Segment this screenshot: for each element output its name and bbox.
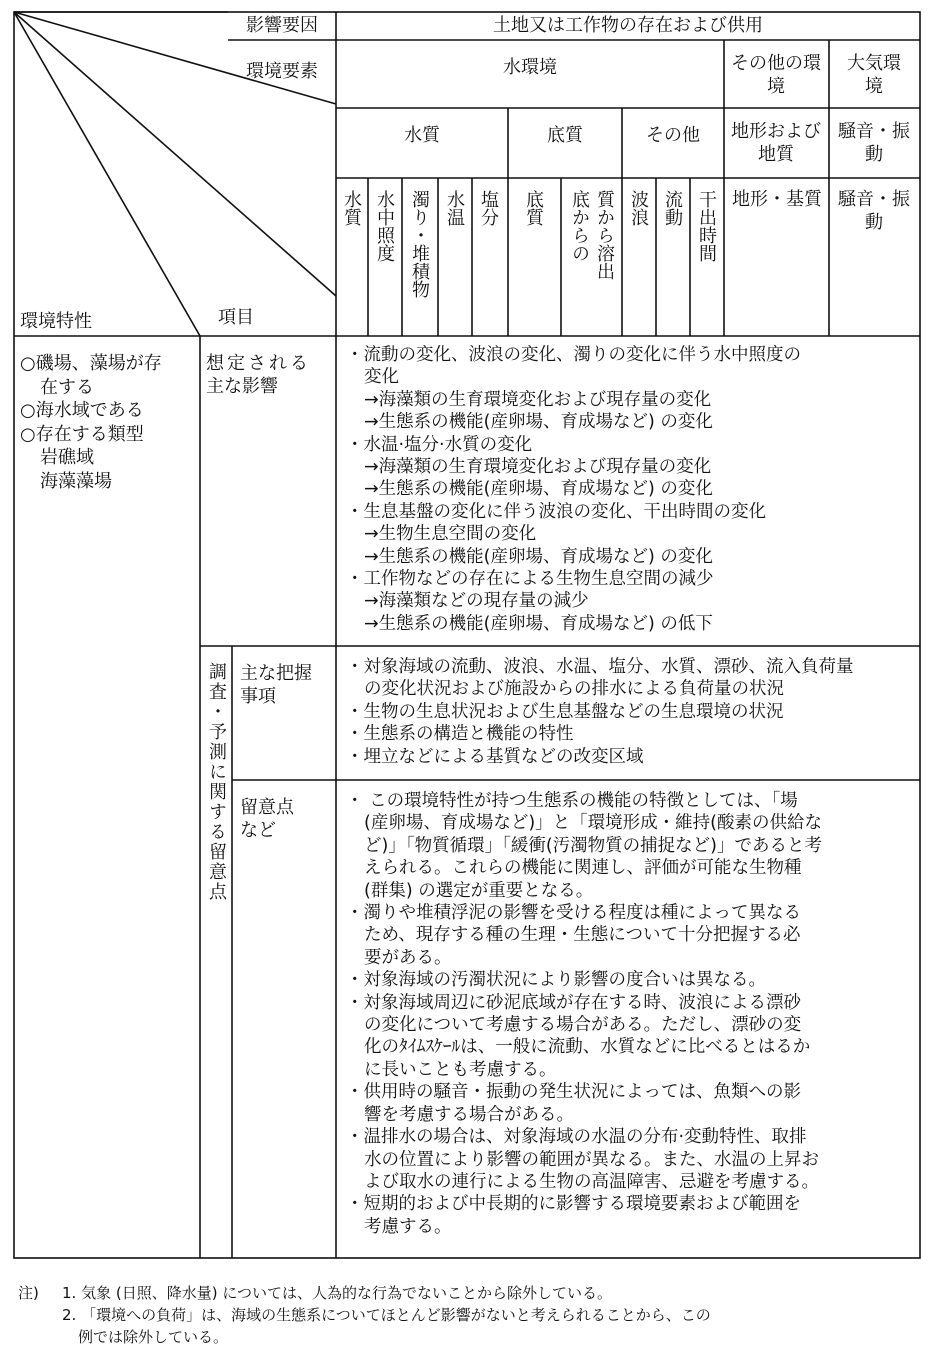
- footnote-prefix: 注): [18, 1284, 39, 1302]
- survey-vertical-label: 調査・予測に関する留意点: [206, 662, 227, 902]
- impacts-label-1: 想定される: [206, 353, 311, 374]
- char-line: ○存在する類型: [20, 423, 144, 445]
- grasp-line: ・埋立などによる基質などの改変区域: [346, 746, 644, 767]
- sub-exposure-time: 干出時間: [696, 190, 717, 262]
- note-line: 考慮する。: [364, 1216, 452, 1237]
- note-line: ・対象海域周辺に砂泥底域が存在する時、波浪による漂砂: [346, 992, 801, 1013]
- impact-line: ・工作物などの存在による生物生息空間の減少: [346, 569, 714, 590]
- characteristic-label: 環境特性: [20, 311, 92, 332]
- impacts-label-2: 主な影響: [206, 376, 278, 397]
- char-line: 在する: [40, 376, 94, 398]
- impact-line: →生態系の機能(産卵場、育成場など) の変化: [364, 479, 713, 500]
- grasp-label-2: 事項: [240, 686, 276, 707]
- grasp-line: の変化状況および施設からの排水による負荷量の状況: [364, 679, 784, 700]
- sub-water-temp: 水温: [444, 190, 465, 226]
- note-line: ど)」「物質循環」「緩衝(汚濁物質の捕捉など)」であると考: [364, 835, 822, 856]
- impact-line: →生態系の機能(産卵場、育成場など) の変化: [364, 546, 713, 567]
- others-header: その他: [646, 125, 700, 146]
- water-env-header: 水環境: [503, 57, 557, 78]
- note-line: ・供用時の騒音・振動の発生状況によっては、魚類への影: [346, 1082, 801, 1103]
- note-line: (産卵場、育成場など)」と「環境形成・維持(酸素の供給な: [364, 813, 822, 834]
- footnote-2b: 例では除外している。: [78, 1328, 229, 1346]
- note-line: ・短期的および中長期的に影響する環境要素および範囲を: [346, 1194, 801, 1215]
- impact-line: →生物生息空間の変化: [364, 524, 537, 545]
- grasp-label-1: 主な把握: [240, 663, 312, 684]
- noise-vibration-header: 騒音・振動: [838, 121, 910, 165]
- note-line: よび取水の連行による生物の高温障害、忌避を考慮する。: [364, 1171, 819, 1192]
- terrain-geology-header: 地形および地質: [731, 121, 821, 165]
- sub-underwater-illuminance: 水中照度: [374, 190, 395, 262]
- impacts-list: [346, 344, 801, 635]
- sub-waves: 波浪: [628, 190, 649, 226]
- impact-line: →生態系の機能(産卵場、育成場など) の低下: [364, 613, 713, 634]
- sub-salinity: 塩分: [478, 190, 499, 226]
- sub-bottom-elution-b: 底からの: [569, 190, 590, 262]
- note-line: 響を考慮する場合がある。: [364, 1104, 574, 1125]
- impact-line: →海藻類などの現存量の減少: [364, 591, 589, 612]
- notes-label-1: 留意点: [240, 797, 294, 818]
- note-line: ・温排水の場合は、対象海域の水温の分布·変動特性、取排: [346, 1127, 807, 1148]
- note-line: (群集) の選定が重要となる。: [364, 880, 594, 901]
- environment-element-label: 環境要素: [246, 61, 318, 82]
- influence-factor-label: 影響要因: [246, 15, 318, 36]
- note-line: ・ この環境特性が持つ生態系の機能の特徴としては、「場: [346, 791, 798, 811]
- air-env-header: 大気環境: [847, 53, 901, 97]
- note-line: ・対象海域の汚濁状況により影響の度合いは異なる。: [346, 970, 766, 991]
- char-line: 岩礁域: [40, 447, 94, 468]
- impact-line: ・流動の変化、波浪の変化、濁りの変化に伴う水中照度の: [346, 345, 801, 365]
- item-label: 項目: [218, 307, 254, 328]
- grasp-line: ・生物の生息状況および生息基盤などの生息環境の状況: [346, 701, 784, 722]
- other-env-header: その他の環境: [731, 53, 821, 97]
- water-quality-header: 水質: [404, 125, 440, 146]
- impact-line: 変化: [364, 367, 399, 388]
- note-line: ・濁りや堆積浮泥の影響を受ける程度は種によって異なる: [346, 903, 801, 924]
- char-line: ○磯場、藻場が存: [20, 353, 162, 374]
- influence-factor-value: 土地又は工作物の存在および供用: [493, 15, 763, 36]
- sub-bottom-quality: 底質: [523, 190, 544, 226]
- note-line: に長いことも考慮する。: [364, 1059, 557, 1080]
- sub-water-quality: 水質: [341, 190, 362, 226]
- note-line: の変化について考慮する場合がある。ただし、漂砂の変: [364, 1015, 802, 1036]
- grasp-line: ・対象海域の流動、波浪、水温、塩分、水質、漂砂、流入負荷量: [346, 657, 854, 677]
- sub-bottom-elution-a: 質から溶出: [594, 190, 615, 280]
- impact-line: ・生息基盤の変化に伴う波浪の変化、干出時間の変化: [346, 501, 766, 522]
- impact-line: ・水温·塩分·水質の変化: [346, 434, 533, 455]
- bottom-quality-header: 底質: [547, 125, 583, 146]
- impact-line: →生態系の機能(産卵場、育成場など) の変化: [364, 412, 713, 433]
- sub-turbidity: 濁り・堆積物: [409, 190, 430, 298]
- footnote-2a: 2. 「環境への負荷」は、海域の生態系についてほとんど影響がないと考えられることから、この: [62, 1306, 711, 1324]
- char-line: ○海水域である: [20, 400, 144, 421]
- footnote-1: 1. 気象 (日照、降水量) については、人為的な行為でないことから除外している。: [62, 1284, 613, 1302]
- note-line: えられる。これらの機能に関連し、評価が可能な生物種: [364, 858, 802, 879]
- environmental-characteristics: [20, 352, 162, 493]
- impact-line: →海藻類の生育環境変化および現存量の変化: [364, 389, 712, 410]
- note-line: 要がある。: [364, 947, 452, 968]
- notes-list: [346, 790, 822, 1238]
- note-line: 化のﾀｲﾑｽｹｰﾙは、一般に流動、水質などに比べるとはるか: [364, 1037, 811, 1058]
- sub-noise: 騒音・振動: [838, 189, 910, 233]
- note-line: ため、現存する種の生理・生態について十分把握する必: [364, 925, 801, 946]
- notes-label-2: など: [240, 820, 276, 841]
- char-line: 海藻藻場: [40, 470, 112, 492]
- impact-line: →海藻類の生育環境変化および現存量の変化: [364, 457, 712, 478]
- grasp-list: [346, 656, 854, 768]
- note-line: 水の位置により影響の範囲が異なる。また、水温の上昇お: [364, 1149, 819, 1170]
- sub-terrain: 地形・基質: [732, 189, 822, 210]
- grasp-line: ・生態系の構造と機能の特性: [346, 724, 574, 745]
- sub-flow: 流動: [662, 190, 683, 226]
